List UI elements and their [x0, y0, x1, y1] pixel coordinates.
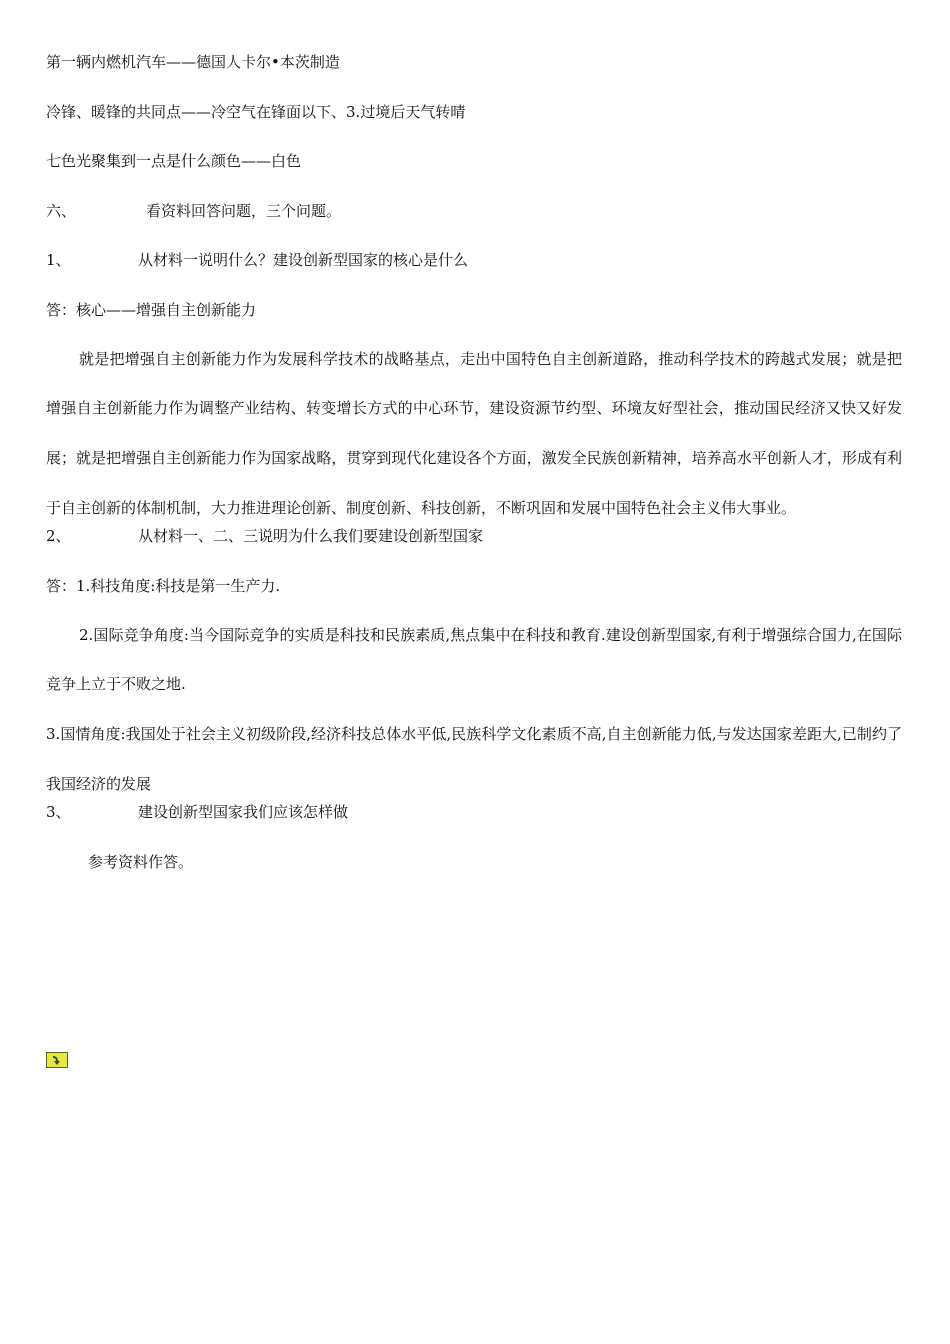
answer-1-head: 答：核心——增强自主创新能力 — [46, 300, 257, 319]
question-text: 从材料一说明什么？建设创新型国家的核心是什么 — [138, 251, 469, 270]
question-number: 3、 — [46, 803, 71, 822]
answer-1-body: 就是把增强自主创新能力作为发展科学技术的战略基点，走出中国特色自主创新道路，推动科学技术的跨越式发展；就是把增强自主创新能力作为调整产业结构、转变增长方式的中心环节，建设资源节约型、环境友好型社会，推动国民经济又快又好发展；就是把增强自主创新能力作为国家战略，贯穿到现代化建设各个方面，激发全民族创新精神，培养高水平创新人才，形成有利于自主创新的体制机制，大力推进理论创新、制度创新、科技创新，不断巩固和发展中国特色社会主义伟大事业。 — [46, 349, 902, 517]
answer-2-point-3: 3.国情角度:我国处于社会主义初级阶段,经济科技总体水平低,民族科学文化素质不高,自主创新能力低,与发达国家差距大,已制约了我国经济的发展 — [46, 724, 902, 793]
question-number: 2、 — [46, 527, 71, 546]
note-arrow-icon-glyph — [47, 1053, 67, 1067]
section-title: 看资料回答问题，三个问题。 — [146, 201, 342, 220]
question-1 — [46, 246, 902, 274]
fact-line: 第一辆内燃机汽车——德国人卡尔•本茨制造 — [46, 53, 340, 71]
answer-3 — [46, 848, 902, 876]
question-number: 1、 — [46, 251, 71, 270]
note-arrow-icon[interactable] — [46, 1052, 68, 1068]
answer-3-text: 参考资料作答。 — [88, 852, 194, 871]
question-3 — [46, 798, 902, 826]
section-heading — [46, 197, 902, 225]
section-number: 六、 — [46, 201, 77, 220]
answer-2-point-1: 答：1.科技角度:科技是第一生产力. — [46, 576, 281, 595]
fact-line: 冷锋、暖锋的共同点——冷空气在锋面以下、3.过境后天气转晴 — [46, 102, 466, 121]
document-page — [46, 48, 902, 898]
fact-line: 七色光聚集到一点是什么颜色——白色 — [46, 152, 302, 171]
question-text: 建设创新型国家我们应该怎样做 — [138, 803, 349, 822]
question-text: 从材料一、二、三说明为什么我们要建设创新型国家 — [138, 527, 484, 546]
answer-2-point-2: 2.国际竞争角度:当今国际竞争的实质是科技和民族素质,焦点集中在科技和教育.建设创新型国家,有利于增强综合国力,在国际竞争上立于不败之地. — [46, 625, 902, 694]
